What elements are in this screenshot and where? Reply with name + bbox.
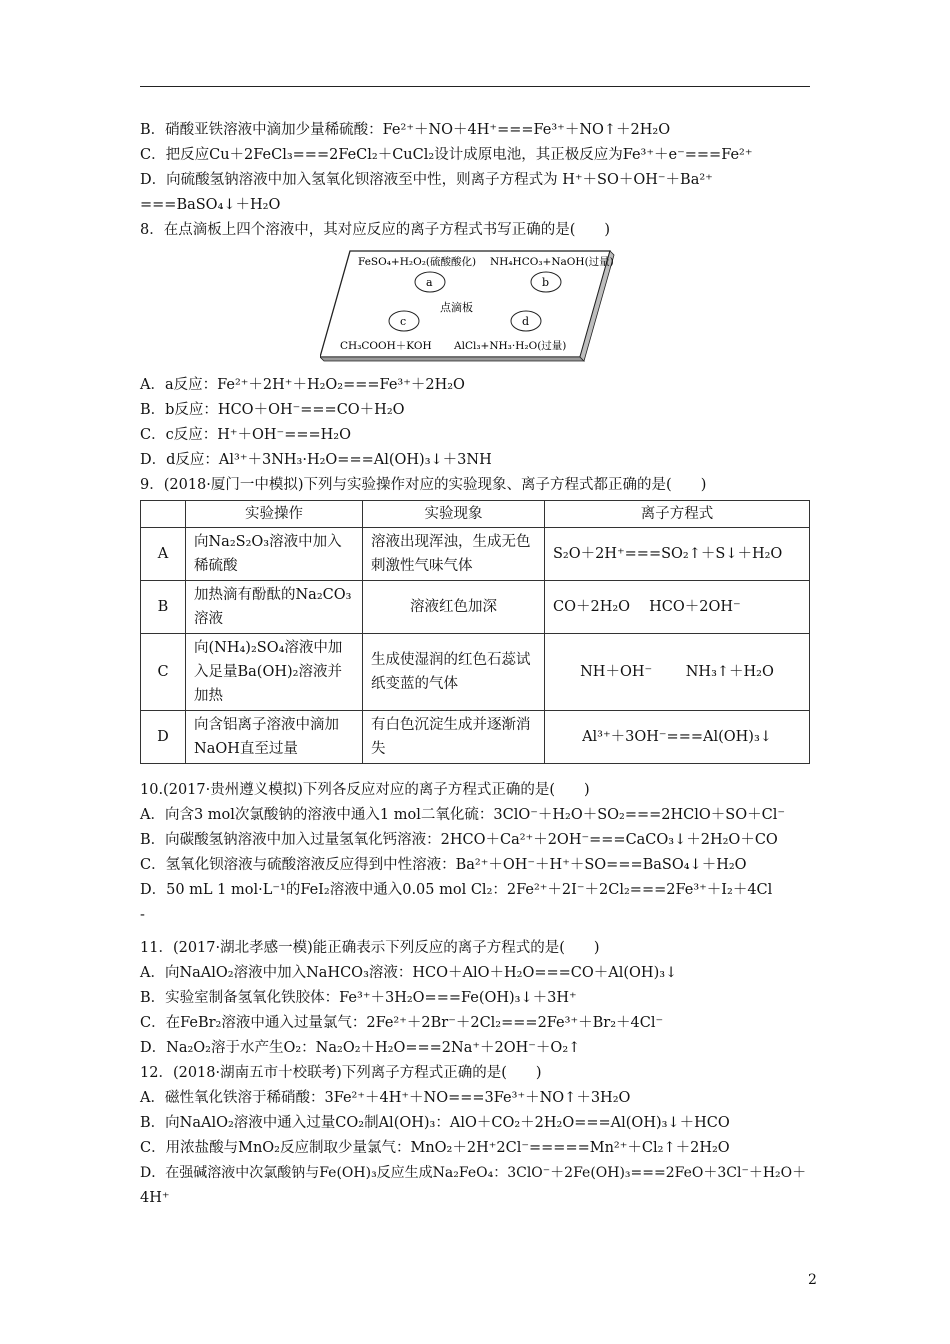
page-number: 2 [808,1272,817,1288]
question-10-stem: 10.(2017·贵州遵义模拟)下列各反应对应的离子方程式正确的是( ) [140,782,590,798]
option-line: B．硝酸亚铁溶液中滴加少量稀硫酸：Fe²⁺＋NO＋4H⁺===Fe³⁺＋NO↑＋2H₂O [140,122,671,138]
spot-plate-figure [140,249,810,369]
question-8-stem: 8．在点滴板上四个溶液中，其对应反应的离子方程式书写正确的是( ) [140,222,611,238]
table-header-row [141,501,810,528]
row-phenomenon: 溶液出现浑浊，生成无色刺激性气味气体 [363,528,545,581]
option-line: D．d反应：Al³⁺＋3NH₃·H₂O===Al(OH)₃↓＋3NH [140,452,492,468]
row-id: B [141,581,186,634]
row-operation: 向Na₂S₂O₃溶液中加入稀硫酸 [186,528,363,581]
question-9-stem: 9．(2018·厦门一中模拟)下列与实验操作对应的实验现象、离子方程式都正确的是( ) [140,477,707,493]
row-operation: 向含铝离子溶液中滴加NaOH直至过量 [186,711,363,764]
question-12-stem: 12．(2018·湖南五市十校联考)下列离子方程式正确的是( ) [140,1065,542,1081]
option-line: C．氢氧化钡溶液与硫酸溶液反应得到中性溶液：Ba²⁺＋OH⁻＋H⁺＋SO===BaSO₄↓＋H₂O [140,857,747,873]
well-b-label: b [542,276,550,289]
option-line: C．把反应Cu＋2FeCl₃===2FeCl₂＋CuCl₂设计成原电池，其正极反应为Fe³⁺＋e⁻===Fe²⁺ [140,147,753,163]
option-line: ===BaSO₄↓＋H₂O [140,197,281,213]
row-equation: NH＋OH⁻ NH₃↑＋H₂O [545,634,810,711]
row-id: D [141,711,186,764]
row-phenomenon: 生成使湿润的红色石蕊试纸变蓝的气体 [363,634,545,711]
plate-label-bottom-right: AlCl₃+NH₃·H₂O(过量) [454,340,567,352]
well-a-label: a [426,276,433,289]
row-phenomenon: 有白色沉淀生成并逐渐消失 [363,711,545,764]
row-operation: 向(NH₄)₂SO₄溶液中加入足量Ba(OH)₂溶液并加热 [186,634,363,711]
option-line: D．向硫酸氢钠溶液中加入氢氧化钡溶液至中性，则离子方程式为 H⁺＋SO＋OH⁻＋Ba²⁺ [140,172,713,188]
row-id: C [141,634,186,711]
option-line: C．在FeBr₂溶液中通入过量氯气：2Fe²⁺＋2Br⁻＋2Cl₂===2Fe³⁺＋Br₂＋4Cl⁻ [140,1015,664,1031]
option-line: A．a反应：Fe²⁺＋2H⁺＋H₂O₂===Fe³⁺＋2H₂O [140,377,465,393]
plate-edge [320,357,584,361]
option-line: - [140,907,145,923]
page-content [140,118,810,1211]
question-11-stem: 11．(2017·湖北孝感一模)能正确表示下列反应的离子方程式的是( ) [140,940,600,956]
plate-label-top-right: NH₄HCO₃+NaOH(过量) [490,256,614,268]
header-rule [140,86,810,87]
option-line: A．向含3 mol次氯酸钠的溶液中通入1 mol二氧化硫：3ClO⁻＋H₂O＋SO₂===2HClO＋SO＋Cl⁻ [140,807,785,823]
option-line: A．磁性氧化铁溶于稀硝酸：3Fe²⁺＋4H⁺＋NO===3Fe³⁺＋NO↑＋3H₂O [140,1090,631,1106]
well-d-label: d [522,315,530,328]
option-line: B．实验室制备氢氧化铁胶体：Fe³⁺＋3H₂O===Fe(OH)₃↓＋3H⁺ [140,990,577,1006]
option-line: C．用浓盐酸与MnO₂反应制取少量氯气：MnO₂＋2H⁺2Cl⁻=====Mn²⁺＋Cl₂↑＋2H₂O [140,1140,730,1156]
spot-plate-diagram [320,249,620,367]
well-c-label: c [400,315,407,328]
option-line: C．c反应：H⁺＋OH⁻===H₂O [140,427,351,443]
option-line: D．在强碱溶液中次氯酸钠与Fe(OH)₃反应生成Na₂FeO₄：3ClO⁻＋2Fe(OH)₃===2FeO＋3Cl⁻＋H₂O＋ [140,1165,807,1181]
row-id: A [141,528,186,581]
table-header: 实验现象 [363,501,545,528]
plate-label-top-left: FeSO₄+H₂O₂(硫酸酸化) [358,256,477,268]
option-line: B．b反应：HCO＋OH⁻===CO＋H₂O [140,402,405,418]
table-header: 实验操作 [186,501,363,528]
table-header [141,501,186,528]
row-equation: CO＋2H₂O HCO＋2OH⁻ [545,581,810,634]
row-equation: Al³⁺＋3OH⁻===Al(OH)₃↓ [545,711,810,764]
option-line: B．向NaAlO₂溶液中通入过量CO₂制Al(OH)₃：AlO＋CO₂＋2H₂O===Al(OH)₃↓＋HCO [140,1115,730,1131]
table-row [141,581,810,634]
option-line: 4H⁺ [140,1190,170,1206]
option-line: B．向碳酸氢钠溶液中加入过量氢氧化钙溶液：2HCO＋Ca²⁺＋2OH⁻===CaCO₃↓＋2H₂O＋CO [140,832,778,848]
row-equation: S₂O＋2H⁺===SO₂↑＋S↓＋H₂O [545,528,810,581]
table-row [141,711,810,764]
row-operation: 加热滴有酚酞的Na₂CO₃溶液 [186,581,363,634]
option-line: D．Na₂O₂溶于水产生O₂：Na₂O₂＋H₂O===2Na⁺＋2OH⁻＋O₂↑ [140,1040,581,1056]
option-line: A．向NaAlO₂溶液中加入NaHCO₃溶液：HCO＋AlO＋H₂O===CO＋Al(OH)₃↓ [140,965,678,981]
table-row [141,528,810,581]
plate-center-label: 点滴板 [440,301,473,314]
option-line: D．50 mL 1 mol·L⁻¹的FeI₂溶液中通入0.05 mol Cl₂：2Fe²⁺＋2I⁻＋2Cl₂===2Fe³⁺＋I₂＋4Cl [140,882,773,898]
table-header: 离子方程式 [545,501,810,528]
experiment-table [140,500,810,764]
table-row [141,634,810,711]
row-phenomenon: 溶液红色加深 [363,581,545,634]
plate-label-bottom-left: CH₃COOH＋KOH [340,340,432,352]
